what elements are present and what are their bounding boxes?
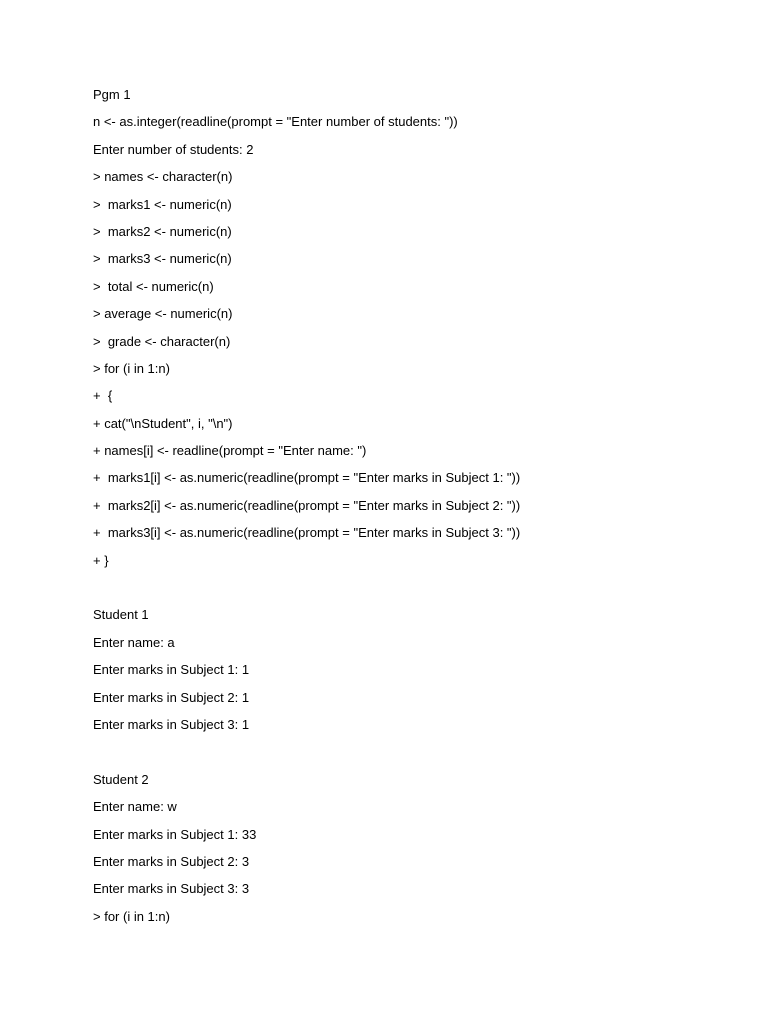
console-output-line: Enter marks in Subject 3: 1 [93,716,250,732]
code-line: + marks2[i] <- as.numeric(readline(prompt = "Enter marks in Subject 2: ")) [93,497,521,513]
code-line: > total <- numeric(n) [93,278,214,294]
code-line: > marks2 <- numeric(n) [93,223,232,239]
console-output-line: Student 1 [93,607,149,623]
console-output-line: Enter marks in Subject 1: 33 [93,826,257,842]
console-output-line: Enter marks in Subject 3: 3 [93,881,250,897]
console-output-line: Enter marks in Subject 1: 1 [93,662,250,678]
console-output-line: Enter name: a [93,634,175,650]
document-body [93,86,733,935]
blank-line [93,743,733,760]
console-output-line: Enter number of students: 2 [93,141,254,157]
code-line: > for (i in 1:n) [93,360,170,376]
program-heading: Pgm 1 [93,87,131,102]
code-line: + { [93,388,113,404]
code-line: > marks1 <- numeric(n) [93,196,232,212]
code-line: + cat("\nStudent", i, "\n") [93,415,233,431]
code-line: + marks1[i] <- as.numeric(readline(prompt = "Enter marks in Subject 1: ")) [93,470,521,486]
code-line: > marks3 <- numeric(n) [93,251,232,267]
console-output-line: Enter name: w [93,799,177,815]
code-line: > names <- character(n) [93,169,233,185]
code-line: + marks3[i] <- as.numeric(readline(prompt = "Enter marks in Subject 3: ")) [93,525,521,541]
console-output-line: Student 2 [93,771,149,787]
code-line: + } [93,552,109,568]
code-line: n <- as.integer(readline(prompt = "Enter number of students: ")) [93,114,458,130]
console-output-line: Enter marks in Subject 2: 3 [93,853,250,869]
code-line: + names[i] <- readline(prompt = "Enter name: ") [93,443,367,459]
code-line: > grade <- character(n) [93,333,231,349]
blank-line [93,579,733,596]
code-line: > for (i in 1:n) [93,908,170,924]
code-line: > average <- numeric(n) [93,306,233,322]
console-output-line: Enter marks in Subject 2: 1 [93,689,250,705]
